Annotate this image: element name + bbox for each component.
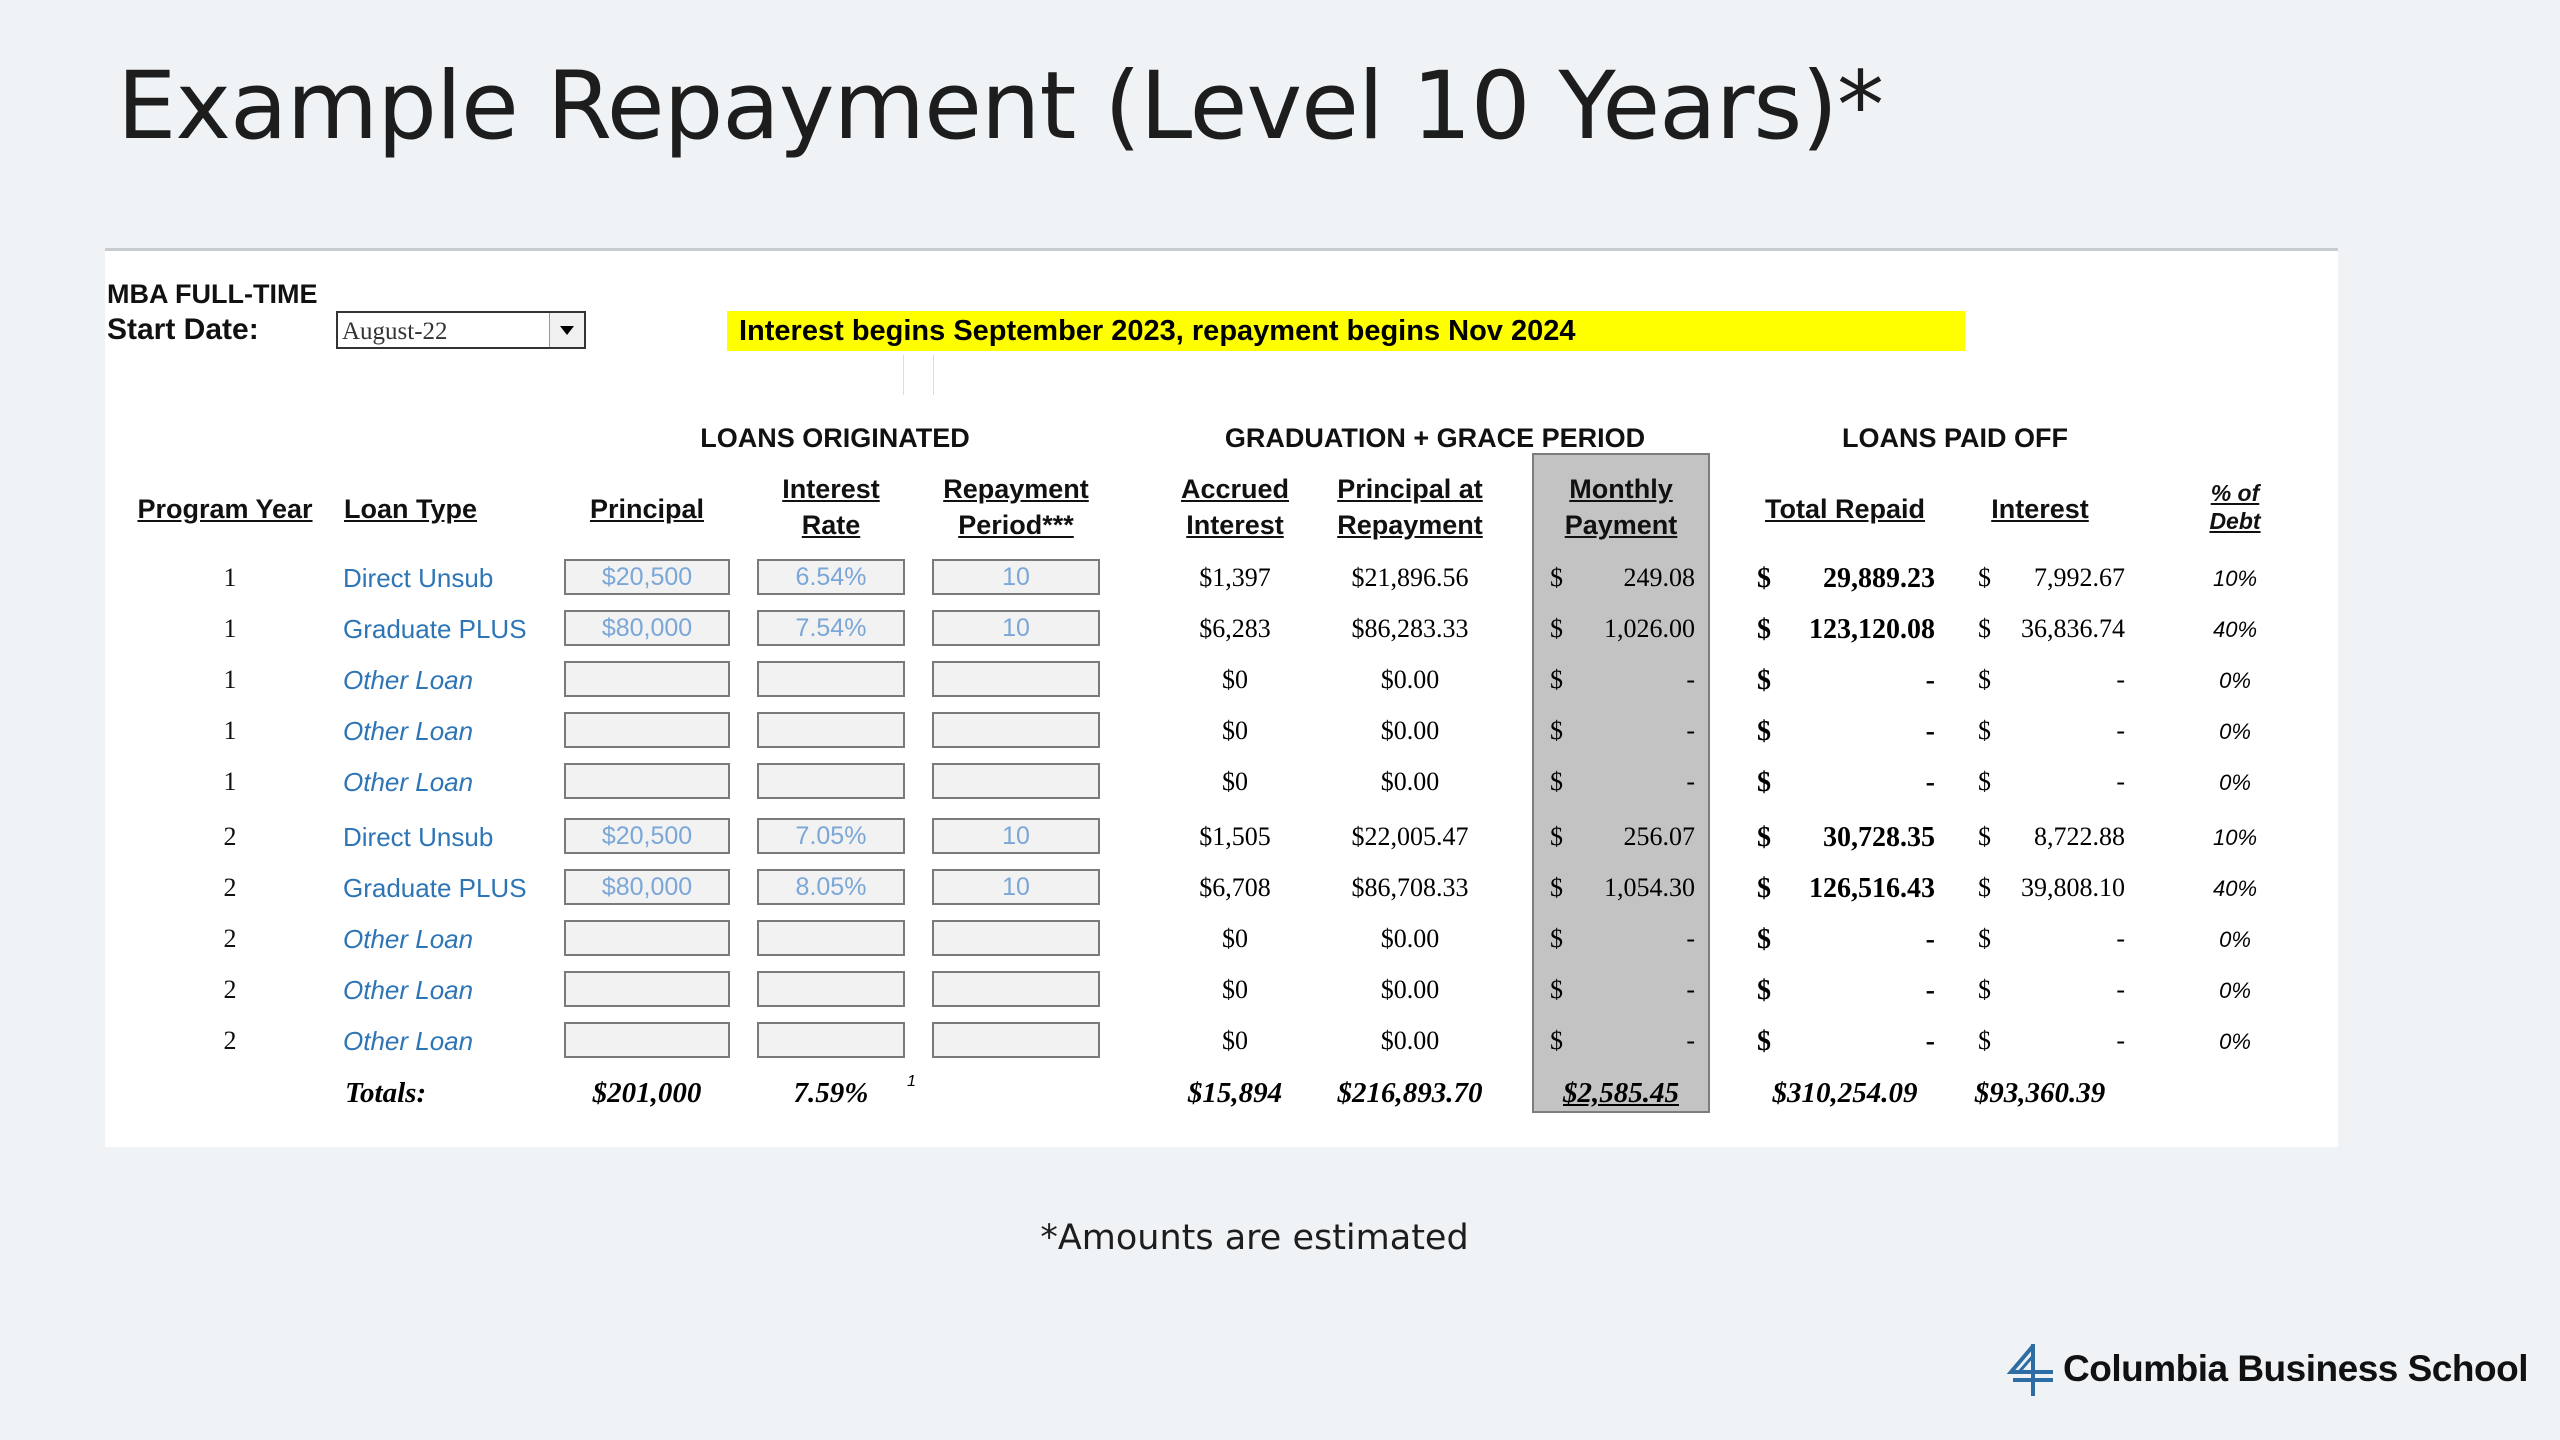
program-label: MBA FULL-TIME	[107, 279, 318, 309]
table-row	[105, 971, 2338, 1011]
interest-currency: $	[1978, 716, 1991, 745]
pct-of-debt: 40%	[2212, 617, 2258, 642]
monthly-payment-currency: $	[1550, 716, 1563, 745]
header-accrued-interest	[1170, 471, 1300, 543]
header-accrued-line1: Accrued	[1180, 474, 1290, 504]
monthly-payment: -	[1686, 716, 1695, 745]
principal-at-repayment: $86,708.33	[1351, 873, 1469, 902]
principal-input[interactable]: $80,000	[564, 869, 730, 905]
interest-paid: 36,836.74	[2021, 614, 2125, 643]
monthly-payment: 256.07	[1623, 822, 1695, 851]
principal-at-repayment: $86,283.33	[1351, 614, 1469, 643]
footnote: *Amounts are estimated	[1040, 1218, 1469, 1258]
program-year: 2	[223, 1026, 237, 1055]
principal-input[interactable]	[564, 971, 730, 1007]
totals-rate: 7.59%	[793, 1077, 869, 1109]
total-repaid-currency: $	[1757, 614, 1771, 645]
total-repaid: -	[1925, 924, 1935, 955]
total-repaid-currency: $	[1757, 975, 1771, 1006]
total-repaid-currency: $	[1757, 563, 1771, 594]
table-row	[105, 559, 2338, 599]
repayment-period-input[interactable]	[932, 920, 1100, 956]
interest-paid: 7,992.67	[2034, 563, 2125, 592]
interest-currency: $	[1978, 563, 1991, 592]
start-date-dropdown[interactable]	[336, 311, 586, 349]
header-repayment-period-line1: Repayment	[943, 474, 1089, 504]
principal-input[interactable]	[564, 712, 730, 748]
program-year: 1	[223, 767, 237, 796]
pct-of-debt: 0%	[2219, 1029, 2251, 1054]
total-repaid: -	[1925, 767, 1935, 798]
brand-name: Columbia Business School	[2063, 1348, 2528, 1389]
start-date-label: Start Date:	[107, 313, 259, 346]
loan-type: Graduate PLUS	[343, 873, 527, 903]
principal-input[interactable]: $80,000	[564, 610, 730, 646]
accrued-interest: $1,505	[1199, 822, 1271, 851]
totals-rate-note: 1	[907, 1073, 916, 1090]
monthly-payment-currency: $	[1550, 767, 1563, 796]
principal-at-repayment: $0.00	[1380, 1026, 1440, 1055]
accrued-interest: $0	[1222, 1026, 1248, 1055]
program-year: 1	[223, 563, 237, 592]
header-total-repaid: Total Repaid	[1764, 494, 1925, 524]
monthly-payment: -	[1686, 1026, 1695, 1055]
interest-paid: -	[2116, 924, 2125, 953]
interest-rate-input[interactable]: 7.05%	[757, 818, 905, 854]
header-interest-rate-line1: Interest	[782, 474, 880, 504]
interest-currency: $	[1978, 975, 1991, 1004]
program-year: 2	[223, 822, 237, 851]
header-loan-type: Loan Type	[344, 494, 478, 524]
table-row	[105, 1022, 2338, 1062]
total-repaid-currency: $	[1757, 822, 1771, 853]
interest-currency: $	[1978, 873, 1991, 902]
loan-type: Other Loan	[343, 716, 474, 746]
total-repaid: 123,120.08	[1809, 614, 1935, 645]
header-mp-line1: Monthly	[1569, 474, 1673, 504]
start-date-value: August-22	[342, 318, 448, 345]
monthly-payment-currency: $	[1550, 563, 1563, 592]
monthly-payment-currency: $	[1550, 1026, 1563, 1055]
interest-paid: 39,808.10	[2021, 873, 2125, 902]
principal-input[interactable]: $20,500	[564, 559, 730, 595]
cell-divider	[903, 355, 904, 395]
repayment-period-input[interactable]	[932, 712, 1100, 748]
accrued-interest: $0	[1222, 716, 1248, 745]
total-repaid: -	[1925, 975, 1935, 1006]
interest-paid: 8,722.88	[2034, 822, 2125, 851]
header-interest-rate	[757, 471, 905, 543]
monthly-payment: -	[1686, 975, 1695, 1004]
header-principal-at-repayment	[1305, 471, 1515, 543]
chevron-down-icon[interactable]	[549, 313, 584, 347]
repayment-period-input[interactable]: 10	[932, 610, 1100, 646]
monthly-payment-currency: $	[1550, 975, 1563, 1004]
principal-at-repayment: $0.00	[1380, 716, 1440, 745]
columbia-crown-icon	[2003, 1342, 2057, 1398]
section-loans-originated: LOANS ORIGINATED	[700, 423, 970, 453]
accrued-interest: $0	[1222, 665, 1248, 694]
header-repayment-period-line2: Period***	[958, 510, 1074, 540]
accrued-interest: $6,283	[1199, 614, 1271, 643]
interest-notice: Interest begins September 2023, repayment begins Nov 2024	[727, 311, 1965, 351]
pct-of-debt: 0%	[2219, 719, 2251, 744]
totals-principal-at-repayment: $216,893.70	[1337, 1077, 1483, 1109]
table-row	[105, 869, 2338, 909]
repayment-period-input[interactable]: 10	[932, 869, 1100, 905]
accrued-interest: $0	[1222, 924, 1248, 953]
monthly-payment-currency: $	[1550, 614, 1563, 643]
total-repaid: -	[1925, 665, 1935, 696]
pct-of-debt: 10%	[2212, 566, 2258, 591]
totals-row	[105, 1073, 2338, 1113]
header-pct-line1: % of	[2210, 480, 2260, 506]
total-repaid-currency: $	[1757, 716, 1771, 747]
total-repaid: -	[1925, 716, 1935, 747]
total-repaid-currency: $	[1757, 924, 1771, 955]
accrued-interest: $0	[1222, 975, 1248, 1004]
interest-currency: $	[1978, 665, 1991, 694]
header-accrued-line2: Interest	[1186, 510, 1284, 540]
header-program-year: Program Year	[137, 494, 313, 524]
interest-rate-input[interactable]	[757, 712, 905, 748]
monthly-payment-currency: $	[1550, 665, 1563, 694]
principal-input[interactable]	[564, 920, 730, 956]
header-par-line1: Principal at	[1337, 474, 1483, 504]
header-principal: Principal	[589, 494, 705, 524]
monthly-payment-currency: $	[1550, 822, 1563, 851]
interest-currency: $	[1978, 924, 1991, 953]
totals-monthly-payment: $2,585.45	[1563, 1077, 1679, 1109]
interest-rate-input[interactable]	[757, 1022, 905, 1058]
table-row	[105, 920, 2338, 960]
monthly-payment: 1,054.30	[1604, 873, 1695, 902]
program-year: 1	[223, 716, 237, 745]
header-par-line2: Repayment	[1337, 510, 1483, 540]
pct-of-debt: 0%	[2219, 978, 2251, 1003]
interest-rate-input[interactable]	[757, 661, 905, 697]
pct-of-debt: 0%	[2219, 927, 2251, 952]
loan-type: Other Loan	[343, 924, 474, 954]
loan-spreadsheet	[105, 248, 2338, 1147]
interest-currency: $	[1978, 1026, 1991, 1055]
monthly-payment: 1,026.00	[1604, 614, 1695, 643]
repayment-period-input[interactable]	[932, 1022, 1100, 1058]
header-repayment-period	[932, 471, 1100, 543]
principal-at-repayment: $0.00	[1380, 975, 1440, 1004]
repayment-period-input[interactable]	[932, 971, 1100, 1007]
loan-type: Other Loan	[343, 665, 474, 695]
principal-at-repayment: $0.00	[1380, 767, 1440, 796]
program-year: 1	[223, 665, 237, 694]
repayment-period-input[interactable]: 10	[932, 818, 1100, 854]
repayment-period-input[interactable]	[932, 661, 1100, 697]
pct-of-debt: 10%	[2212, 825, 2258, 850]
section-loans-paid-off: LOANS PAID OFF	[1842, 423, 2068, 453]
program-year: 2	[223, 924, 237, 953]
monthly-payment: -	[1686, 767, 1695, 796]
interest-paid: -	[2116, 665, 2125, 694]
program-year: 1	[223, 614, 237, 643]
interest-paid: -	[2116, 716, 2125, 745]
total-repaid-currency: $	[1757, 873, 1771, 904]
totals-accrued: $15,894	[1187, 1077, 1283, 1109]
header-monthly-payment	[1532, 471, 1710, 543]
repayment-period-input[interactable]	[932, 763, 1100, 799]
principal-input[interactable]: $20,500	[564, 818, 730, 854]
header-mp-line2: Payment	[1564, 510, 1678, 540]
interest-rate-input[interactable]: 7.54%	[757, 610, 905, 646]
total-repaid-currency: $	[1757, 767, 1771, 798]
accrued-interest: $1,397	[1199, 563, 1271, 592]
header-interest-rate-line2: Rate	[801, 510, 861, 540]
total-repaid: 29,889.23	[1823, 563, 1935, 594]
interest-rate-input[interactable]	[757, 971, 905, 1007]
monthly-payment: -	[1686, 924, 1695, 953]
section-grace-period: GRADUATION + GRACE PERIOD	[1224, 423, 1646, 453]
pct-of-debt: 40%	[2212, 876, 2258, 901]
principal-input[interactable]	[564, 763, 730, 799]
table-row	[105, 610, 2338, 650]
table-row	[105, 661, 2338, 701]
slide-title: Example Repayment (Level 10 Years)*	[117, 52, 1884, 161]
interest-rate-input[interactable]	[757, 763, 905, 799]
total-repaid-currency: $	[1757, 665, 1771, 696]
loan-type: Other Loan	[343, 1026, 474, 1056]
interest-currency: $	[1978, 614, 1991, 643]
interest-currency: $	[1978, 767, 1991, 796]
loan-type: Other Loan	[343, 975, 474, 1005]
total-repaid: 30,728.35	[1823, 822, 1935, 853]
loan-type: Direct Unsub	[343, 563, 494, 593]
interest-rate-input[interactable]: 8.05%	[757, 869, 905, 905]
header-pct-debt	[2195, 479, 2275, 535]
table-row	[105, 712, 2338, 752]
interest-paid: -	[2116, 975, 2125, 1004]
loan-type: Direct Unsub	[343, 822, 494, 852]
principal-at-repayment: $22,005.47	[1351, 822, 1469, 851]
header-interest: Interest	[1991, 494, 2089, 524]
monthly-payment: -	[1686, 665, 1695, 694]
program-year: 2	[223, 975, 237, 1004]
principal-input[interactable]	[564, 661, 730, 697]
loan-type: Graduate PLUS	[343, 614, 527, 644]
pct-of-debt: 0%	[2219, 668, 2251, 693]
interest-paid: -	[2116, 1026, 2125, 1055]
table-row	[105, 818, 2338, 858]
totals-label: Totals:	[345, 1077, 427, 1109]
total-repaid-currency: $	[1757, 1026, 1771, 1057]
totals-total-repaid: $310,254.09	[1772, 1077, 1918, 1109]
principal-input[interactable]	[564, 1022, 730, 1058]
monthly-payment-currency: $	[1550, 924, 1563, 953]
interest-rate-input[interactable]	[757, 920, 905, 956]
monthly-payment: 249.08	[1623, 563, 1695, 592]
repayment-period-input[interactable]: 10	[932, 559, 1100, 595]
monthly-payment-currency: $	[1550, 873, 1563, 902]
program-year: 2	[223, 873, 237, 902]
accrued-interest: $6,708	[1199, 873, 1271, 902]
interest-paid: -	[2116, 767, 2125, 796]
total-repaid: -	[1925, 1026, 1935, 1057]
accrued-interest: $0	[1222, 767, 1248, 796]
total-repaid: 126,516.43	[1809, 873, 1935, 904]
interest-currency: $	[1978, 822, 1991, 851]
principal-at-repayment: $0.00	[1380, 924, 1440, 953]
table-row	[105, 763, 2338, 803]
interest-rate-input[interactable]: 6.54%	[757, 559, 905, 595]
totals-interest: $93,360.39	[1974, 1077, 2106, 1109]
totals-principal: $201,000	[592, 1077, 702, 1109]
loan-type: Other Loan	[343, 767, 474, 797]
cell-divider	[933, 355, 934, 395]
principal-at-repayment: $21,896.56	[1351, 563, 1469, 592]
principal-at-repayment: $0.00	[1380, 665, 1440, 694]
pct-of-debt: 0%	[2219, 770, 2251, 795]
header-pct-line2: Debt	[2209, 508, 2261, 534]
